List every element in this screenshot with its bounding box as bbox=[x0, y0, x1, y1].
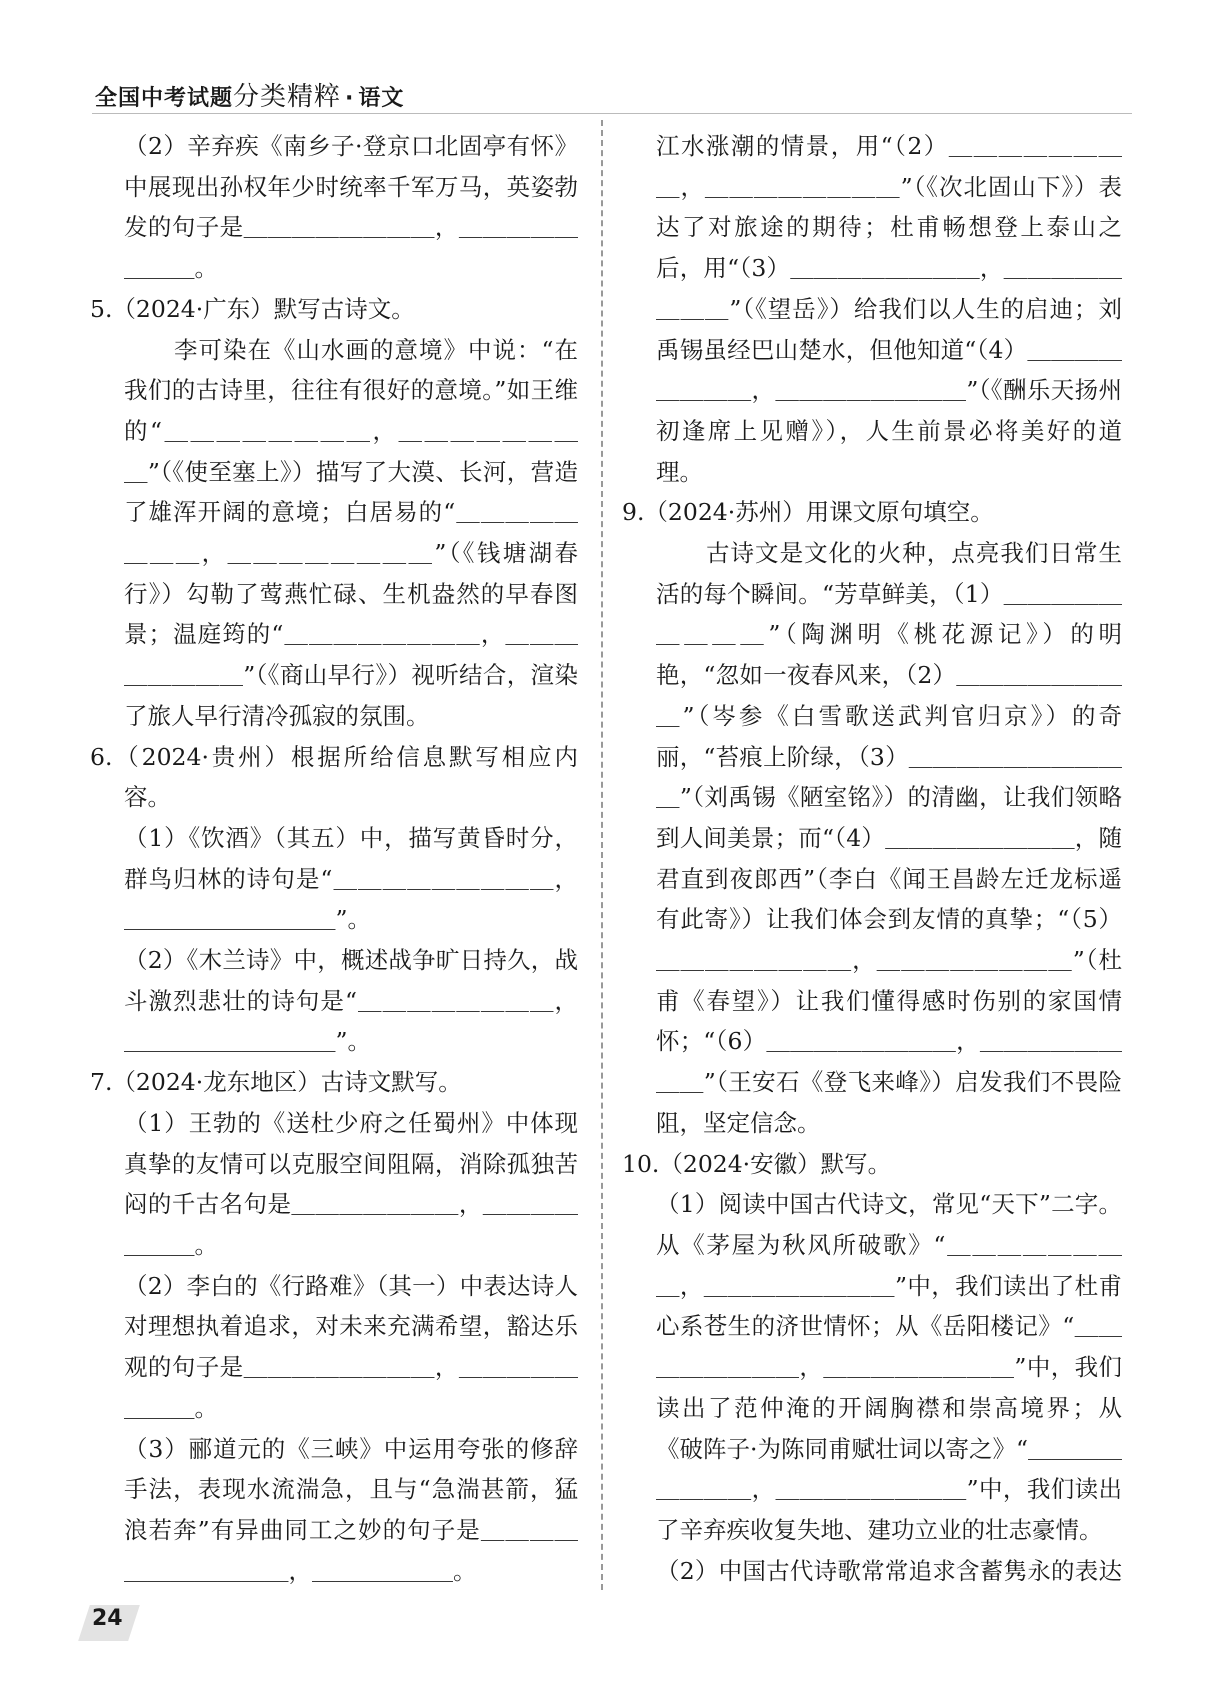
question-10-part-2: （2）中国古代诗歌常常追求含蓄隽永的表达 bbox=[656, 1556, 1122, 1585]
question-7-part-3: （3）郦道元的《三峡》中运用夸张的修辞手法，表现水流湍急，且与“急湍甚箭，猛浪若奔”有异曲同工之妙的句子是＿＿＿＿＿＿＿＿＿＿＿，＿＿＿＿＿＿。 bbox=[124, 1434, 578, 1585]
question-8-continued: 江水涨潮的情景，用“（2）＿＿＿＿＿＿＿＿，＿＿＿＿＿＿＿＿”（《次北固山下》）表达了对旅途的期待；杜甫畅想登上泰山之后，用“（3）＿＿＿＿＿＿＿＿，＿＿＿＿＿＿＿＿”（《望岳》）给我们以人生的启迪；刘禹锡虽经巴山楚水，但他知道“（4）＿＿＿＿＿＿＿＿，＿＿＿＿＿＿＿＿”（《酬乐天扬州初逢席上见赠》），人生前景必将美好的道理。 bbox=[656, 132, 1122, 486]
header-title: 全国中考试题 bbox=[95, 86, 234, 111]
header-series: 分类精粹 bbox=[233, 82, 342, 112]
question-7-part-1: （1）王勃的《送杜少府之任蜀州》中体现真挚的友情可以克服空间阻隔，消除孤独苦闷的千古名句是＿＿＿＿＿＿＿，＿＿＿＿＿＿＿。 bbox=[124, 1108, 578, 1259]
question-5-heading: 5.（2024·广东）默写古诗文。 bbox=[90, 294, 415, 323]
page-number: 24 bbox=[92, 1606, 123, 1631]
column-divider bbox=[601, 120, 603, 1590]
question-6-part-1: （1）《饮酒》（其五）中，描写黄昏时分，群鸟归林的诗句是“＿＿＿＿＿＿＿＿＿，＿＿＿＿＿＿＿＿＿”。 bbox=[124, 823, 578, 934]
right-column bbox=[622, 126, 1122, 1596]
question-6-part-2: （2）《木兰诗》中，概述战争旷日持久，战斗激烈悲壮的诗句是“＿＿＿＿＿＿＿＿，＿＿＿＿＿＿＿＿＿”。 bbox=[124, 946, 578, 1056]
question-10-heading: 10.（2024·安徽）默写。 bbox=[622, 1149, 892, 1178]
question-9-body: 古诗文是文化的火种，点亮我们日常生活的每个瞬间。“芳草鲜美，（1）＿＿＿＿＿＿＿＿＿”（陶渊明《桃花源记》）的明艳，“忽如一夜春风来，（2）＿＿＿＿＿＿＿＿”（岑参《白雪歌送武判官归京》）的奇丽，“苔痕上阶绿，（3）＿＿＿＿＿＿＿＿＿＿”（刘禹锡《陋室铭》）的清幽，让我们领略到人间美景；而“（4）＿＿＿＿＿＿＿＿，随君直到夜郎西”（李白《闻王昌龄左迁龙标遥有此寄》）让我们体会到友情的真挚；“（5）＿＿＿＿＿＿＿＿，＿＿＿＿＿＿＿＿”（杜甫《春望》）让我们懂得感时伤别的家国情怀；“（6）＿＿＿＿＿＿＿＿，＿＿＿＿＿＿＿＿”（王安石《登飞来峰》）启发我们不畏险阻，坚定信念。 bbox=[656, 539, 1122, 1137]
question-7-heading: 7.（2024·龙东地区）古诗文默写。 bbox=[90, 1068, 462, 1097]
question-7-part-2: （2）李白的《行路难》（其一）中表达诗人对理想执着追求，对未来充满希望，豁达乐观的句子是＿＿＿＿＿＿＿＿，＿＿＿＿＿＿＿＿。 bbox=[124, 1271, 578, 1422]
question-4-part-2: （2）辛弃疾《南乡子·登京口北固亭有怀》中展现出孙权年少时统率千军万马，英姿勃发的句子是＿＿＿＿＿＿＿＿，＿＿＿＿＿＿＿＿。 bbox=[124, 132, 578, 283]
header-subject: 语文 bbox=[358, 86, 405, 111]
header-dot: · bbox=[345, 86, 355, 111]
header-rule bbox=[92, 113, 1132, 114]
page-header bbox=[95, 76, 404, 113]
question-6-heading: 6.（2024·贵州）根据所给信息默写相应内容。 bbox=[90, 742, 578, 812]
question-9-heading: 9.（2024·苏州）用课文原句填空。 bbox=[622, 498, 994, 527]
question-10-part-1: （1）阅读中国古代诗文，常见“天下”二字。从《茅屋为秋风所破歌》“＿＿＿＿＿＿＿＿，＿＿＿＿＿＿＿＿”中，我们读出了杜甫心系苍生的济世情怀；从《岳阳楼记》“＿＿＿＿＿＿＿＿，＿＿＿＿＿＿＿＿”中，我们读出了范仲淹的开阔胸襟和崇高境界；从《破阵子·为陈同甫赋壮词以寄之》“＿＿＿＿＿＿＿＿，＿＿＿＿＿＿＿＿”中，我们读出了辛弃疾收复失地、建功立业的壮志豪情。 bbox=[656, 1190, 1122, 1544]
question-8-body bbox=[90, 1591, 578, 1596]
left-column bbox=[90, 126, 578, 1596]
question-5-body: 李可染在《山水画的意境》中说：“在我们的古诗里，往往有很好的意境。”如王维的“＿＿＿＿＿＿＿＿，＿＿＿＿＿＿＿＿”（《使至塞上》）描写了大漠、长河，营造了雄浑开阔的意境；白居易的“＿＿＿＿＿＿＿＿，＿＿＿＿＿＿＿＿”（《钱塘湖春行》）勾勒了莺燕忙碌、生机盎然的早春图景；温庭筠的“＿＿＿＿＿＿＿＿，＿＿＿＿＿＿＿＿”（《商山早行》）视听结合，渲染了旅人早行清冷孤寂的氛围。 bbox=[124, 335, 578, 730]
